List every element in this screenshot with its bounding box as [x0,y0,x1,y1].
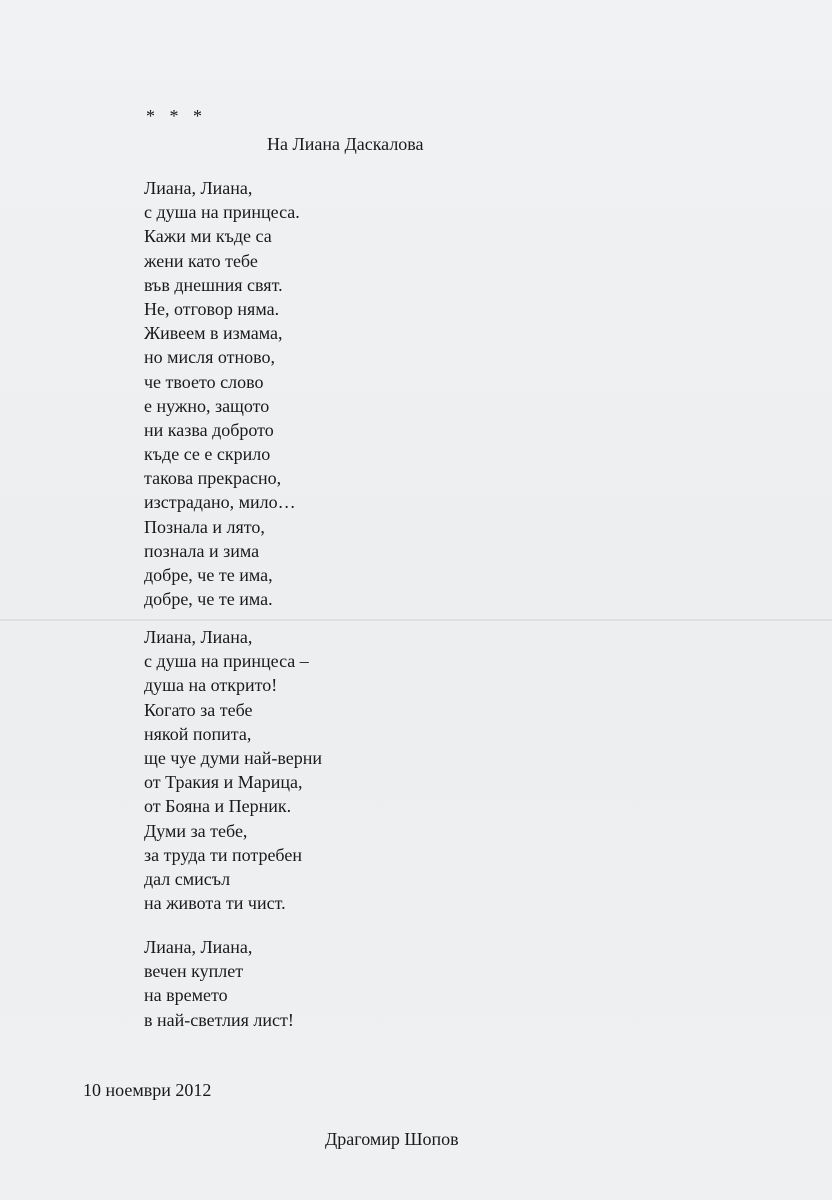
poem-line: в най-светлия лист! [144,1009,294,1030]
poem-line: изстрадано, мило… [144,492,296,513]
poem-line: във днешния свят. [144,274,283,295]
poem-line: жени като тебе [144,250,258,271]
poem-line: вечен куплет [144,961,244,982]
poem-line: Лиана, Лиана, [144,178,253,198]
poem-line: Когато за тебе [144,699,253,720]
poem-stanza-1 [144,176,300,611]
poem-line: за труда ти потребен [144,844,302,865]
poem-line: добре, че те има. [144,589,273,610]
paper-fold-crease [0,619,832,621]
poem-line: с душа на принцеса. [144,202,300,223]
poem-line: с душа на принцеса – [144,651,309,672]
poem-line: ни казва доброто [144,419,274,440]
poem-line: от Бояна и Перник. [144,796,292,817]
poem-date: 10 ноември 2012 [83,1080,212,1100]
poem-line: на живота ти чист. [144,893,286,914]
poem-line: познала и зима [144,540,260,561]
poem-line: добре, че те има, [144,565,273,585]
poem-line: такова прекрасно, [144,468,282,489]
poem-line: къде се е скрило [144,444,271,465]
poem-line: някой попита, [144,723,252,744]
poem-author: Драгомир Шопов [325,1129,459,1149]
poem-line: душа на открито! [144,675,278,696]
poem-stanza-3 [144,935,294,1032]
poem-line: на времето [144,985,228,1006]
section-asterisks: * * * [146,106,202,126]
poem-line: дал смисъл [144,868,231,889]
poem-stanza-2 [144,625,322,915]
poem-line: но мисля отново, [144,347,276,368]
poem-line: Познала и лято, [144,516,265,537]
poem-line: Думи за тебе, [144,820,248,841]
poem-line: че твоето слово [144,371,264,392]
poem-line: е нужно, защото [144,395,270,416]
poem-line: Лиана, Лиана, [144,627,253,647]
poem-line: Живеем в измама, [144,323,283,344]
poem-dedication: На Лиана Даскалова [267,134,424,154]
poem-line: ще чуе думи най-верни [144,747,322,768]
poem-line: Кажи ми къде са [144,226,272,247]
poem-line: Лиана, Лиана, [144,937,253,957]
poem-line: Не, отговор няма. [144,298,280,319]
poem-line: от Тракия и Марица, [144,772,303,793]
